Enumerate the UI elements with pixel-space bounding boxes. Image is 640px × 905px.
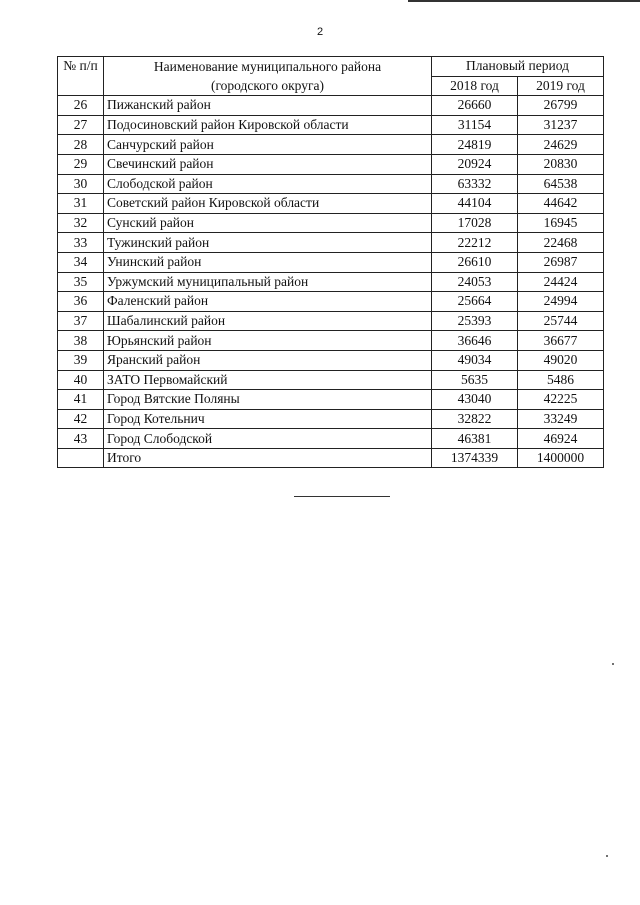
table-row <box>58 252 604 272</box>
header-row-1 <box>58 57 604 77</box>
row-value-2019: 25744 <box>518 311 604 331</box>
row-district-name: Шабалинский район <box>104 311 432 331</box>
row-district-name: Подосиновский район Кировской области <box>104 115 432 135</box>
scan-speck <box>612 663 614 665</box>
row-number: 37 <box>58 311 104 331</box>
table-row <box>58 174 604 194</box>
col-header-2018: 2018 год <box>432 76 518 96</box>
row-number: 28 <box>58 135 104 155</box>
row-value-2018: 63332 <box>432 174 518 194</box>
total-2018: 1374339 <box>432 448 518 468</box>
col-header-num: № п/п <box>58 57 104 96</box>
table-row <box>58 233 604 253</box>
scan-speck <box>606 855 608 857</box>
table-row <box>58 272 604 292</box>
row-value-2019: 49020 <box>518 350 604 370</box>
row-number: 29 <box>58 154 104 174</box>
table-body <box>58 96 604 468</box>
row-district-name: Унинский район <box>104 252 432 272</box>
row-number: 38 <box>58 331 104 351</box>
row-number: 43 <box>58 429 104 449</box>
row-value-2019: 26799 <box>518 96 604 116</box>
row-district-name: Свечинский район <box>104 154 432 174</box>
closing-rule <box>294 496 390 497</box>
row-value-2019: 26987 <box>518 252 604 272</box>
row-value-2018: 26610 <box>432 252 518 272</box>
row-value-2019: 5486 <box>518 370 604 390</box>
table-row <box>58 213 604 233</box>
col-header-name-line1: Наименование муниципального района <box>153 59 382 75</box>
row-value-2019: 16945 <box>518 213 604 233</box>
row-district-name: Санчурский район <box>104 135 432 155</box>
table-row <box>58 409 604 429</box>
col-header-name <box>104 57 432 96</box>
row-value-2018: 44104 <box>432 194 518 214</box>
table-row <box>58 429 604 449</box>
table-row <box>58 194 604 214</box>
row-value-2019: 22468 <box>518 233 604 253</box>
row-value-2019: 36677 <box>518 331 604 351</box>
row-value-2018: 31154 <box>432 115 518 135</box>
row-value-2018: 24819 <box>432 135 518 155</box>
row-value-2018: 24053 <box>432 272 518 292</box>
table-row <box>58 96 604 116</box>
top-edge-mark <box>408 0 640 2</box>
row-value-2019: 20830 <box>518 154 604 174</box>
row-value-2018: 25393 <box>432 311 518 331</box>
row-district-name: ЗАТО Первомайский <box>104 370 432 390</box>
row-district-name: Слободской район <box>104 174 432 194</box>
table-row <box>58 390 604 410</box>
row-value-2018: 26660 <box>432 96 518 116</box>
table-row <box>58 292 604 312</box>
row-value-2018: 25664 <box>432 292 518 312</box>
row-number: 35 <box>58 272 104 292</box>
row-number: 39 <box>58 350 104 370</box>
row-district-name: Фаленский район <box>104 292 432 312</box>
row-value-2019: 24629 <box>518 135 604 155</box>
row-district-name: Юрьянский район <box>104 331 432 351</box>
table-row <box>58 370 604 390</box>
row-number: 30 <box>58 174 104 194</box>
row-district-name: Пижанский район <box>104 96 432 116</box>
row-number: 32 <box>58 213 104 233</box>
total-2019: 1400000 <box>518 448 604 468</box>
table-row <box>58 115 604 135</box>
col-header-2019: 2019 год <box>518 76 604 96</box>
row-district-name: Город Слободской <box>104 429 432 449</box>
row-number: 36 <box>58 292 104 312</box>
row-number: 27 <box>58 115 104 135</box>
row-value-2018: 43040 <box>432 390 518 410</box>
row-value-2018: 32822 <box>432 409 518 429</box>
row-number: 42 <box>58 409 104 429</box>
row-number: 34 <box>58 252 104 272</box>
total-label: Итого <box>104 448 432 468</box>
row-district-name: Тужинский район <box>104 233 432 253</box>
row-value-2019: 24424 <box>518 272 604 292</box>
row-value-2019: 33249 <box>518 409 604 429</box>
col-header-name-line2: (городского округа) <box>210 78 325 94</box>
row-value-2018: 5635 <box>432 370 518 390</box>
table-row <box>58 154 604 174</box>
row-district-name: Сунский район <box>104 213 432 233</box>
row-value-2018: 20924 <box>432 154 518 174</box>
table-row <box>58 331 604 351</box>
table-row <box>58 311 604 331</box>
row-number: 41 <box>58 390 104 410</box>
row-value-2018: 49034 <box>432 350 518 370</box>
row-value-2018: 46381 <box>432 429 518 449</box>
col-header-period: Плановый период <box>432 57 604 77</box>
row-value-2019: 64538 <box>518 174 604 194</box>
row-value-2019: 31237 <box>518 115 604 135</box>
table-row <box>58 350 604 370</box>
row-value-2019: 44642 <box>518 194 604 214</box>
row-district-name: Город Вятские Поляны <box>104 390 432 410</box>
row-district-name: Город Котельнич <box>104 409 432 429</box>
row-district-name: Яранский район <box>104 350 432 370</box>
row-number: 33 <box>58 233 104 253</box>
row-value-2018: 22212 <box>432 233 518 253</box>
row-value-2018: 17028 <box>432 213 518 233</box>
row-value-2019: 46924 <box>518 429 604 449</box>
page-number: 2 <box>316 26 324 38</box>
row-district-name: Советский район Кировской области <box>104 194 432 214</box>
allocation-table <box>57 56 604 468</box>
total-row <box>58 448 604 468</box>
table-row <box>58 135 604 155</box>
row-number: 31 <box>58 194 104 214</box>
row-number: 26 <box>58 96 104 116</box>
row-value-2019: 42225 <box>518 390 604 410</box>
row-number: 40 <box>58 370 104 390</box>
total-number <box>58 448 104 468</box>
row-district-name: Уржумский муниципальный район <box>104 272 432 292</box>
row-value-2019: 24994 <box>518 292 604 312</box>
row-value-2018: 36646 <box>432 331 518 351</box>
